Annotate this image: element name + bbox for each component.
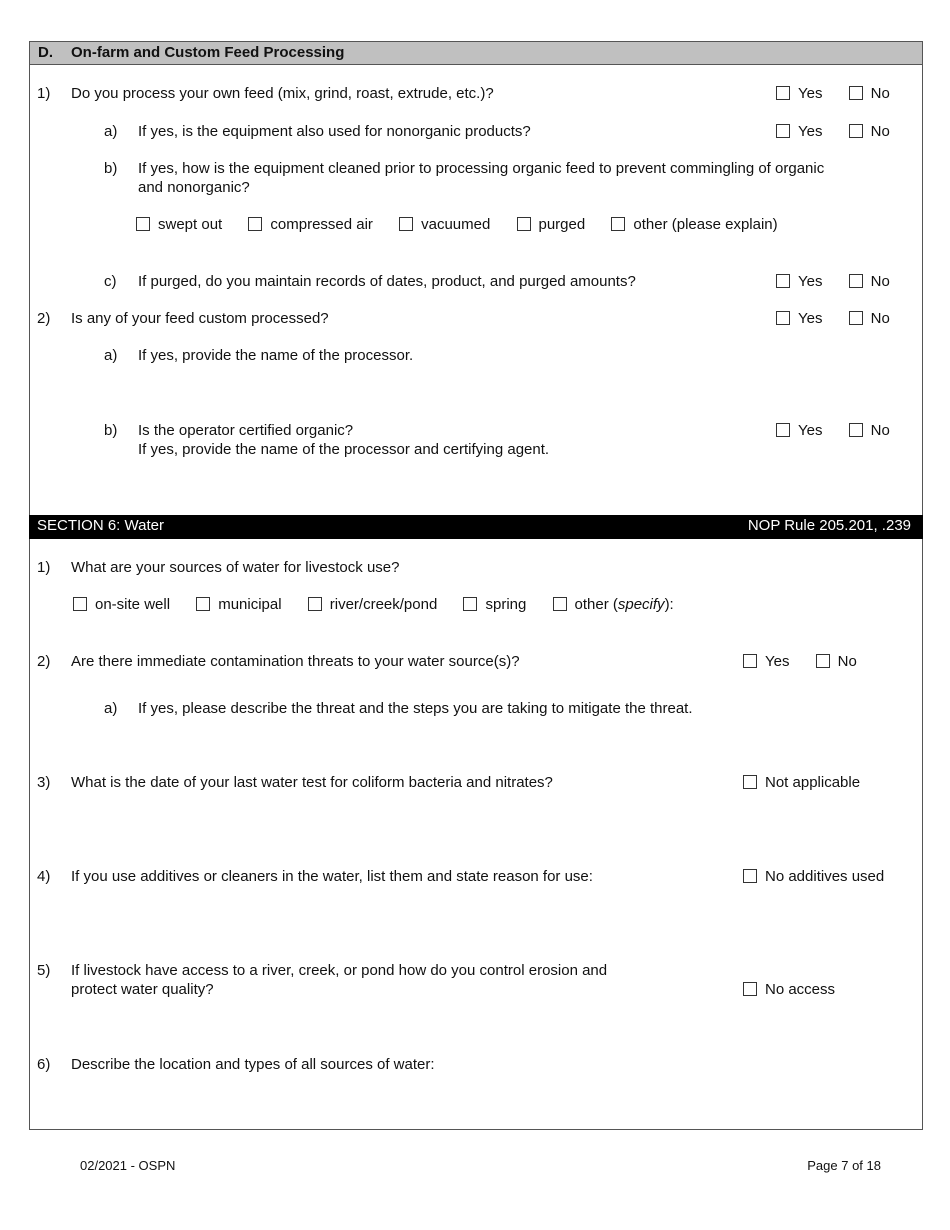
no-access-label: No access: [765, 981, 836, 998]
on-site-well-checkbox[interactable]: [73, 597, 87, 611]
d-q1a-text: If yes, is the equipment also used for nonorganic products?: [138, 123, 531, 140]
no-label: No: [870, 273, 890, 290]
w-q2-number: 2): [37, 653, 51, 670]
w-q2-no-checkbox[interactable]: [816, 654, 830, 668]
no-label: No: [837, 653, 857, 670]
other-specify-checkbox[interactable]: [553, 597, 567, 611]
cleaning-option-label: vacuumed: [421, 216, 491, 233]
section-d-header: [29, 41, 923, 65]
d-q1a-yes-no: [776, 123, 890, 141]
purged-checkbox[interactable]: [517, 217, 531, 231]
cleaning-options: [136, 216, 800, 234]
d-q2b-yes-no: [776, 422, 890, 440]
w-q2-yes-no: [743, 653, 857, 671]
yes-label: Yes: [798, 422, 823, 439]
w-q2a-number: a): [104, 700, 118, 717]
vacuumed-checkbox[interactable]: [399, 217, 413, 231]
cleaning-option-label: compressed air: [270, 216, 373, 233]
d-q2-no-checkbox[interactable]: [849, 311, 863, 325]
footer-revision: 02/2021 - OSPN: [80, 1158, 176, 1173]
yes-label: Yes: [798, 85, 823, 102]
municipal-checkbox[interactable]: [196, 597, 210, 611]
w-q5-number: 5): [37, 962, 51, 979]
d-q1c-text: If purged, do you maintain records of dates, product, and purged amounts?: [138, 273, 636, 290]
d-q2-yes-checkbox[interactable]: [776, 311, 790, 325]
no-label: No: [870, 422, 890, 439]
w-q6-text: Describe the location and types of all sources of water:: [71, 1056, 435, 1073]
w-q6-number: 6): [37, 1056, 51, 1073]
water-source-label: river/creek/pond: [329, 596, 438, 613]
d-q2-text: Is any of your feed custom processed?: [71, 310, 329, 327]
water-source-label: municipal: [218, 596, 282, 613]
d-q1b-number: b): [104, 160, 118, 177]
w-q3-option: [743, 774, 860, 792]
d-q1b-text-line1: If yes, how is the equipment cleaned prior to processing organic feed to prevent commingling of organic: [138, 160, 825, 177]
d-q1b-text-line2: and nonorganic?: [138, 179, 250, 196]
swept-out-checkbox[interactable]: [136, 217, 150, 231]
water-source-label: spring: [485, 596, 527, 613]
yes-label: Yes: [798, 310, 823, 327]
d-q1a-number: a): [104, 123, 118, 140]
no-label: No: [870, 85, 890, 102]
cleaning-option-label: other (please explain): [633, 216, 778, 233]
d-q2-yes-no: [776, 310, 890, 328]
w-q1-text: What are your sources of water for livestock use?: [71, 559, 400, 576]
d-q1-yes-checkbox[interactable]: [776, 86, 790, 100]
spring-checkbox[interactable]: [463, 597, 477, 611]
compressed-air-checkbox[interactable]: [248, 217, 262, 231]
w-q3-text: What is the date of your last water test for coliform bacteria and nitrates?: [71, 774, 553, 791]
no-access-checkbox[interactable]: [743, 982, 757, 996]
w-q5-text-line2: protect water quality?: [71, 981, 214, 998]
d-q2b-number: b): [104, 422, 118, 439]
w-q4-number: 4): [37, 868, 51, 885]
no-additives-checkbox[interactable]: [743, 869, 757, 883]
d-q2-number: 2): [37, 310, 51, 327]
w-q4-option: [743, 868, 884, 886]
section-d-letter: D.: [38, 44, 53, 61]
d-q2b-text-line1: Is the operator certified organic?: [138, 422, 354, 439]
no-label: No: [870, 310, 890, 327]
d-q1-no-checkbox[interactable]: [849, 86, 863, 100]
water-source-options: [73, 596, 696, 614]
not-applicable-label: Not applicable: [765, 774, 861, 791]
not-applicable-checkbox[interactable]: [743, 775, 757, 789]
d-q1-yes-no: [776, 85, 890, 103]
yes-label: Yes: [798, 123, 823, 140]
w-q1-number: 1): [37, 559, 51, 576]
d-q2a-text: If yes, provide the name of the processor.: [138, 347, 414, 364]
section-6-rule: NOP Rule 205.201, .239: [747, 517, 911, 534]
w-q5-option: [743, 981, 835, 999]
w-q4-text: If you use additives or cleaners in the water, list them and state reason for use:: [71, 868, 593, 885]
cleaning-option-label: purged: [538, 216, 586, 233]
w-q2-yes-checkbox[interactable]: [743, 654, 757, 668]
section-6-title: SECTION 6: Water: [37, 517, 164, 534]
section-d-title: On-farm and Custom Feed Processing: [71, 44, 345, 61]
w-q3-number: 3): [37, 774, 51, 791]
other-explain-checkbox[interactable]: [611, 217, 625, 231]
other-specify-label: other (specify):: [574, 596, 674, 613]
yes-label: Yes: [765, 653, 790, 670]
d-q1-text: Do you process your own feed (mix, grind, roast, extrude, etc.)?: [71, 85, 494, 102]
d-q2b-text-line2: If yes, provide the name of the processor and certifying agent.: [138, 441, 550, 458]
d-q1c-no-checkbox[interactable]: [849, 274, 863, 288]
w-q2-text: Are there immediate contamination threats to your water source(s)?: [71, 653, 520, 670]
d-q1a-no-checkbox[interactable]: [849, 124, 863, 138]
no-label: No: [870, 123, 890, 140]
d-q1c-number: c): [104, 273, 117, 290]
cleaning-option-label: swept out: [158, 216, 223, 233]
w-q5-text-line1: If livestock have access to a river, creek, or pond how do you control erosion and: [71, 962, 608, 979]
footer-page-number: Page 7 of 18: [807, 1158, 881, 1173]
d-q1a-yes-checkbox[interactable]: [776, 124, 790, 138]
section-6-header: [29, 515, 923, 539]
w-q2a-text: If yes, please describe the threat and the steps you are taking to mitigate the threat.: [138, 700, 693, 717]
d-q1c-yes-no: [776, 273, 890, 291]
d-q2b-yes-checkbox[interactable]: [776, 423, 790, 437]
river-creek-pond-checkbox[interactable]: [308, 597, 322, 611]
d-q1c-yes-checkbox[interactable]: [776, 274, 790, 288]
d-q2a-number: a): [104, 347, 118, 364]
water-source-label: on-site well: [95, 596, 171, 613]
no-additives-label: No additives used: [765, 868, 885, 885]
d-q2b-no-checkbox[interactable]: [849, 423, 863, 437]
d-q1-number: 1): [37, 85, 51, 102]
yes-label: Yes: [798, 273, 823, 290]
